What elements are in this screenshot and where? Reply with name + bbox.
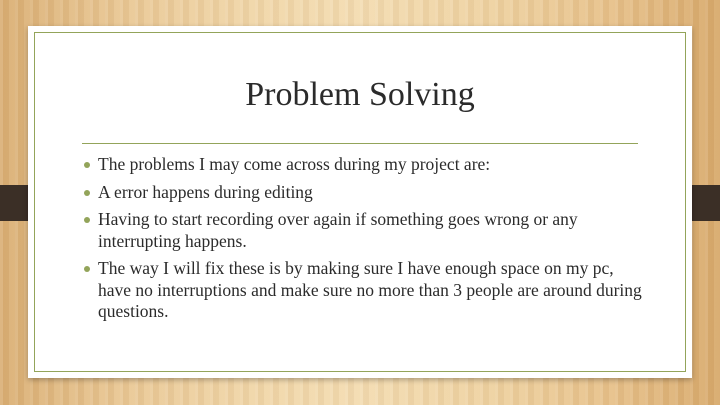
bullet-list: [84, 154, 644, 329]
bullet-dot-icon: [84, 266, 90, 272]
slide-title: Problem Solving: [245, 76, 475, 113]
bullet-text: A error happens during editing: [98, 181, 313, 202]
bullet-dot-icon: [84, 217, 90, 223]
bullet-item: [84, 209, 644, 252]
bullet-item: [84, 182, 644, 204]
bullet-dot-icon: [84, 190, 90, 196]
bullet-dot-icon: [84, 162, 90, 168]
bullet-item: [84, 258, 644, 323]
bullet-text: The way I will fix these is by making sure I have enough space on my pc, have no interruptions and make sure no more than 3 people are around during questions.: [98, 258, 642, 321]
bullet-text: Having to start recording over again if something goes wrong or any interrupting happens.: [98, 209, 578, 251]
bullet-item: [84, 154, 644, 176]
slide-card: [28, 26, 692, 378]
bullet-text: The problems I may come across during my project are:: [98, 154, 491, 174]
title-divider: [82, 143, 638, 144]
